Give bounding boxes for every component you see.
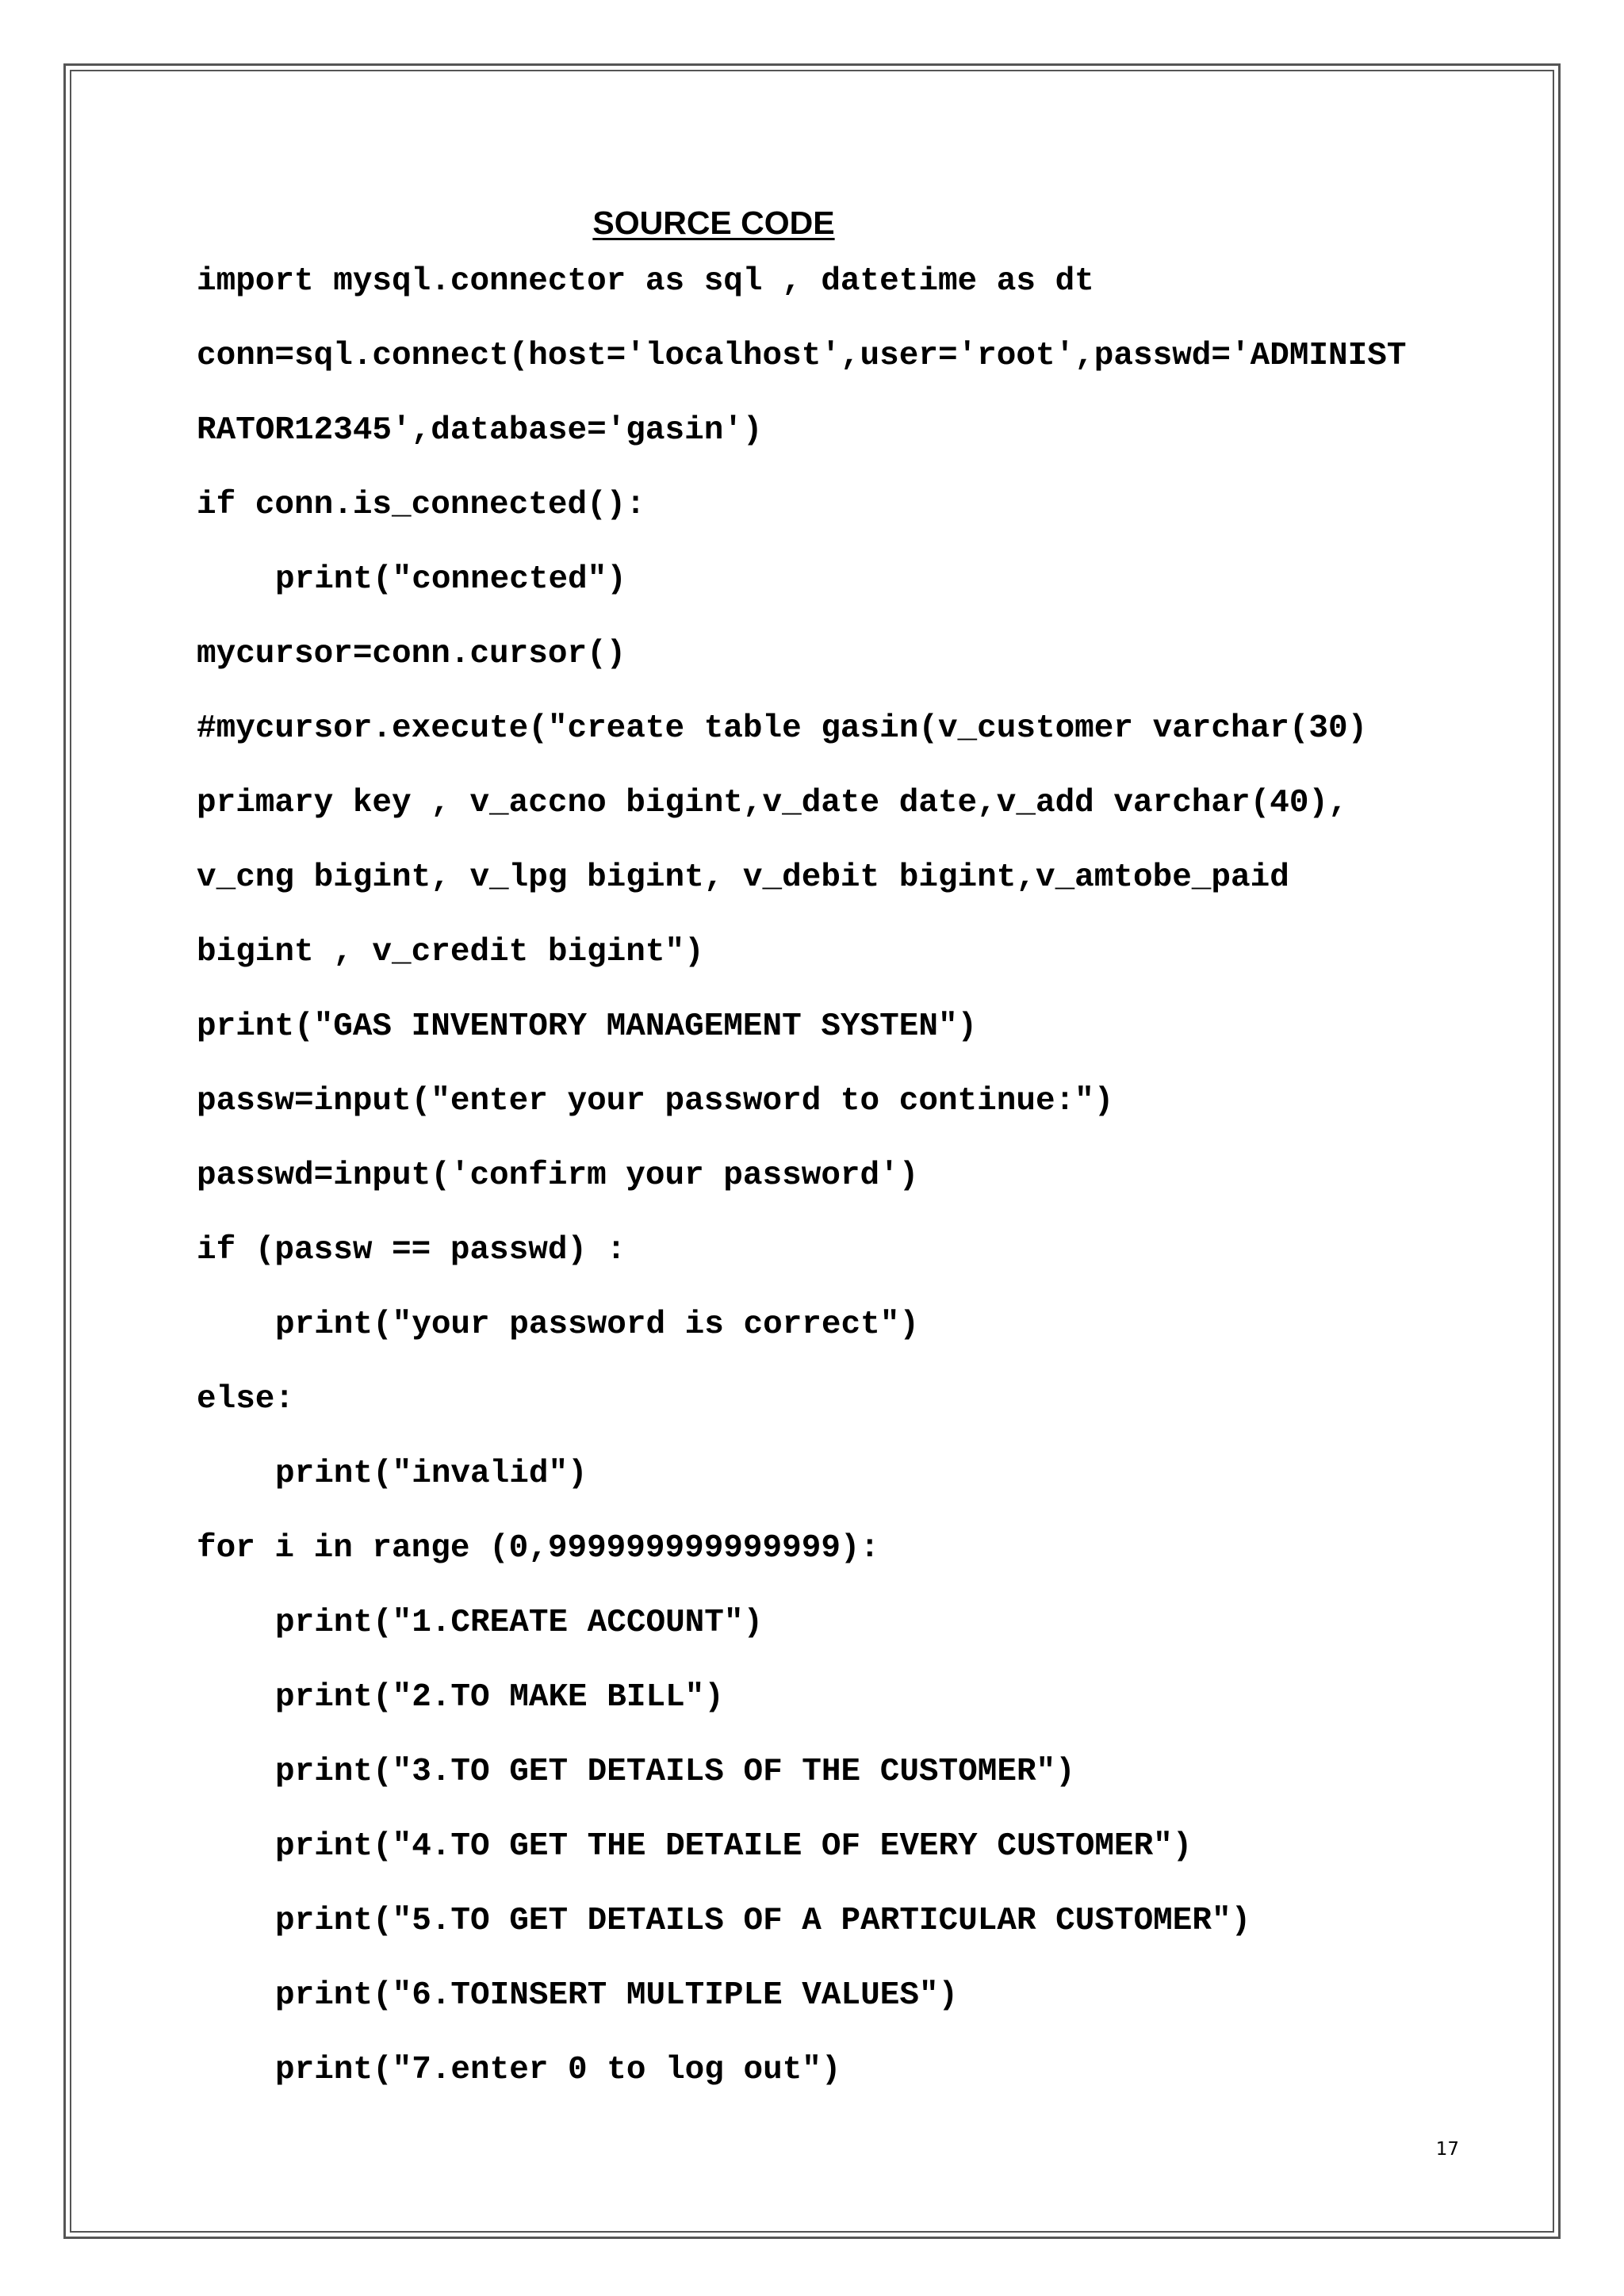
code-line: print("connected") bbox=[275, 561, 626, 598]
code-line: conn=sql.connect(host='localhost',user='root',passwd='ADMINIST bbox=[197, 338, 1407, 374]
page-title: SOURCE CODE bbox=[592, 205, 835, 241]
code-line: else: bbox=[197, 1381, 295, 1418]
code-line: if conn.is_connected(): bbox=[197, 487, 645, 523]
source-code-block bbox=[197, 258, 1406, 2121]
code-line: print("7.enter 0 to log out") bbox=[275, 2052, 841, 2088]
code-line: mycursor=conn.cursor() bbox=[197, 636, 626, 672]
code-line: print("6.TOINSERT MULTIPLE VALUES") bbox=[275, 1977, 959, 2014]
code-line: print("2.TO MAKE BILL") bbox=[275, 1679, 724, 1716]
page-number: 17 bbox=[1435, 2139, 1459, 2160]
code-line: passw=input("enter your password to continue:") bbox=[197, 1083, 1114, 1119]
code-line: passwd=input('confirm your password') bbox=[197, 1158, 919, 1194]
code-line: if (passw == passwd) : bbox=[197, 1232, 626, 1269]
code-line: print("3.TO GET DETAILS OF THE CUSTOMER") bbox=[275, 1754, 1075, 1790]
code-line: #mycursor.execute("create table gasin(v_customer varchar(30) bbox=[197, 710, 1368, 747]
code-line: print("GAS INVENTORY MANAGEMENT SYSTEN") bbox=[197, 1008, 978, 1045]
code-line: print("invalid") bbox=[275, 1456, 588, 1492]
code-line: bigint , v_credit bigint") bbox=[197, 934, 704, 970]
code-line: v_cng bigint, v_lpg bigint, v_debit bigint,v_amtobe_paid bbox=[197, 859, 1289, 896]
code-line: print("5.TO GET DETAILS OF A PARTICULAR CUSTOMER") bbox=[275, 1903, 1251, 1939]
code-line: import mysql.connector as sql , datetime as dt bbox=[197, 263, 1094, 300]
code-line: print("your password is correct") bbox=[275, 1307, 919, 1343]
code-line: print("4.TO GET THE DETAILE OF EVERY CUSTOMER") bbox=[275, 1828, 1193, 1865]
code-line: primary key , v_accno bigint,v_date date,v_add varchar(40), bbox=[197, 785, 1348, 821]
code-line: print("1.CREATE ACCOUNT") bbox=[275, 1605, 764, 1641]
code-line: RATOR12345',database='gasin') bbox=[197, 412, 763, 449]
code-line: for i in range (0,999999999999999): bbox=[197, 1530, 880, 1567]
